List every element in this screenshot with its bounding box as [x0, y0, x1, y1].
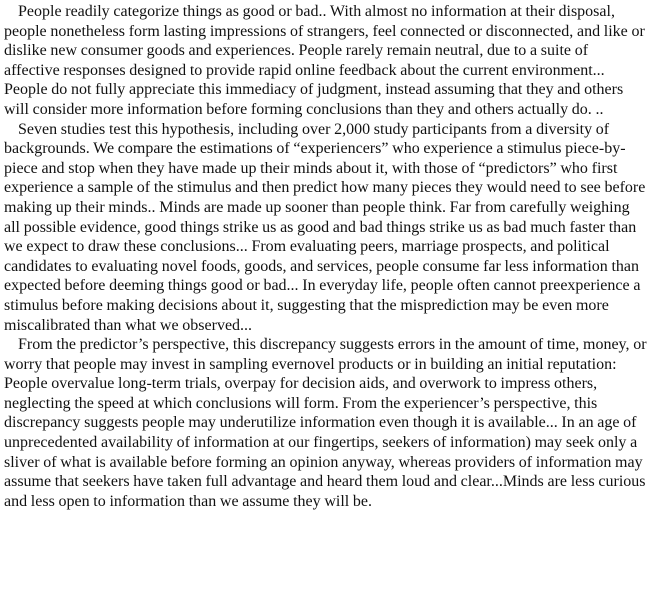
paragraph-2: Seven studies test this hypothesis, including over 2,000 study participants from a diversity of backgrounds. We compare the estimations of “experiencers” who experience a stimulus piece-by-piece and stop when they have made up their minds about it, with those of “predictors” who first experience a sample of the stimulus and then predict how many pieces they would need to see before making up their minds.. Minds are made up sooner than people think. Far from carefully weighing all possible evidence, good things strike us as good and bad things strike us as bad much faster than we expect to draw these conclusions... From evaluating peers, marriage prospects, and political candidates to evaluating novel foods, goods, and services, people consume far less information than expected before deeming things good or bad... In everyday life, people often cannot preexperience a stimulus before making decisions about it, suggesting that the misprediction may be even more miscalibrated than what we observed... [4, 120, 646, 334]
paragraph-3: From the predictor’s perspective, this discrepancy suggests errors in the amount of time, money, or worry that people may invest in sampling evernovel products or in building an initial reputation: People overvalue long-term trials, overpay for decision aids, and overwork to impress others, neglecting the speed at which conclusions will form. From the experiencer’s perspective, this discrepancy suggests people may underutilize information even though it is available... In an age of unprecedented availability of information at our fingertips, seekers of information) may seek only a sliver of what is available before forming an opinion anyway, whereas providers of information may assume that seekers have taken full advantage and heard them loud and clear...Minds are less curious and less open to information than we assume they will be. [4, 336, 647, 510]
paragraph-1: People readily categorize things as good or bad.. With almost no information at their disposal, people nonetheless form lasting impressions of strangers, feel connected or disconnected, and like or dislike new consumer goods and experiences. People rarely remain neutral, due to a suite of affective responses designed to provide rapid online feedback about the current environment... People do not fully appreciate this immediacy of judgment, instead assuming that they and others will consider more information before forming conclusions than they and others actually do. .. [4, 3, 645, 118]
